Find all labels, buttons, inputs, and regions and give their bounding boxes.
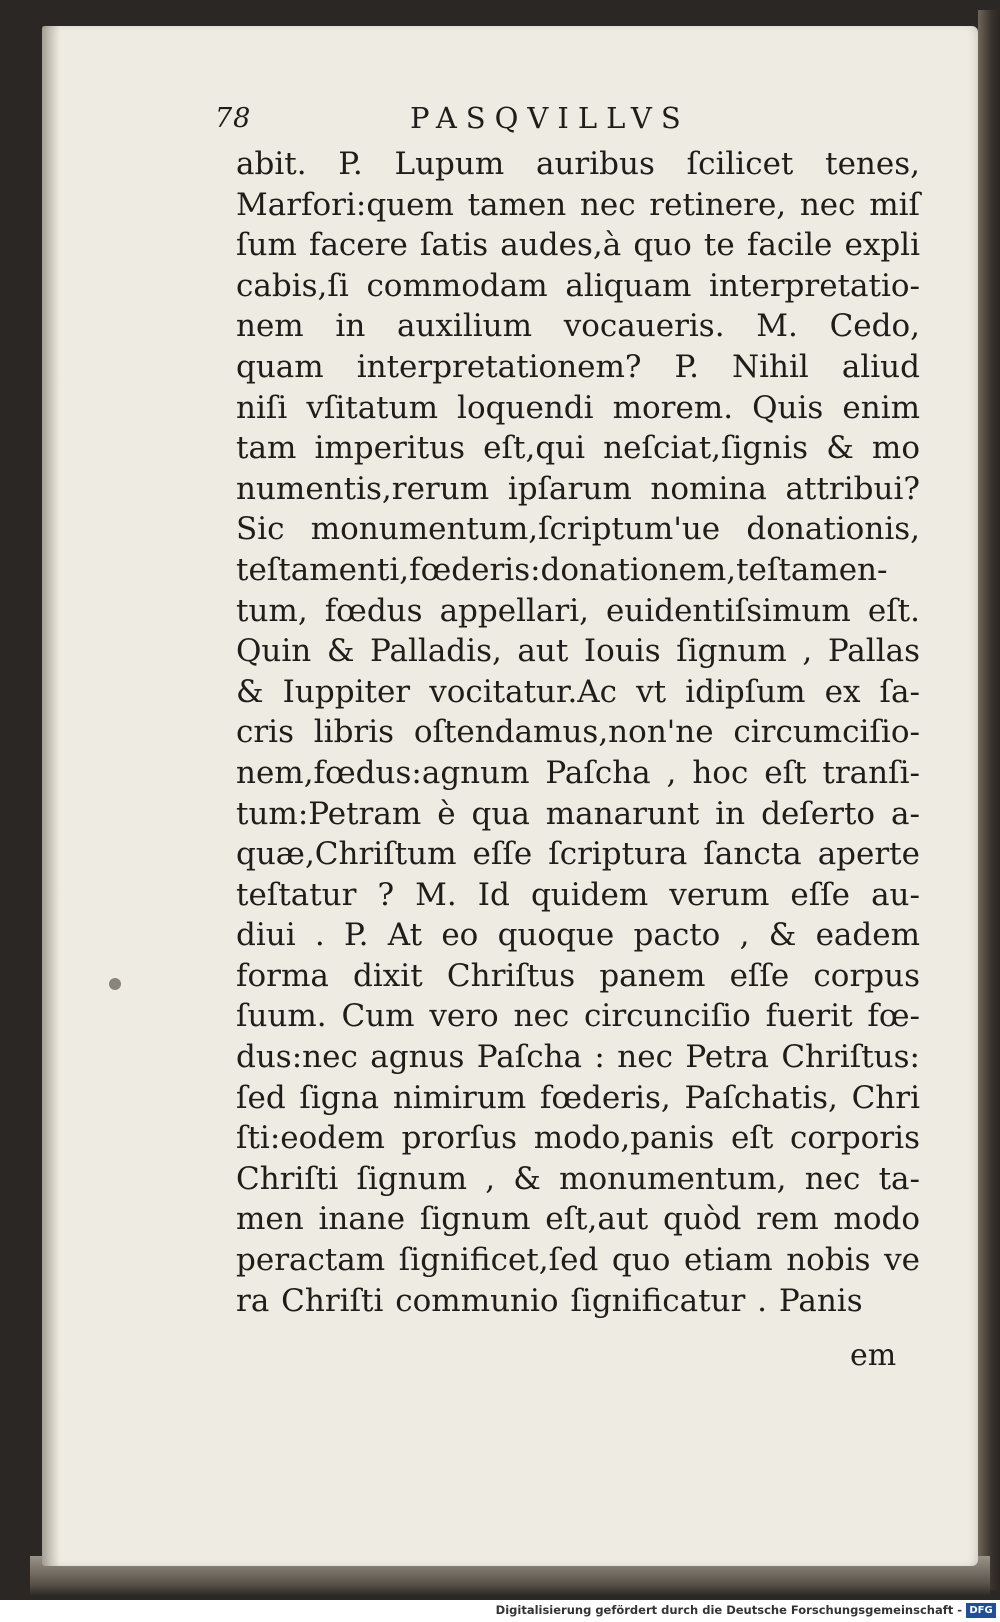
dfg-logo-icon: DFG [966, 1603, 996, 1618]
text-line: teſtamenti,fœderis:donationem,teſtamen- [236, 551, 888, 588]
page-number: 78 [215, 103, 252, 134]
text-line: dus:nec agnus Paſcha : nec Petra Chriſtus: [236, 1039, 920, 1076]
text-line: tam imperitus eſt,qui neſciat,ſignis & mo [236, 430, 920, 467]
text-line: quæ,Chriſtum eſſe ſcriptura ſancta aperte [236, 836, 920, 873]
footer-bar [0, 1600, 1000, 1622]
spine-shadow [42, 26, 60, 1566]
running-title: PASQVILLVS [410, 101, 690, 135]
catchword: em [850, 1338, 897, 1373]
text-line: nem,fœdus:agnum Paſcha , hoc eſt tranſi- [236, 754, 920, 791]
text-line: ra Chriſti communio ſignificatur . Panis [236, 1282, 863, 1319]
body-text [236, 144, 920, 1321]
text-line: Chriſti ſignum , & monumentum, nec ta- [236, 1160, 920, 1197]
running-head [215, 101, 915, 141]
text-line: cabis,ſi commodam aliquam interpretatio- [236, 267, 920, 304]
text-line: tum, fœdus appellari, euidentiſsimum eſt. [236, 592, 920, 629]
text-line: cris libris oſtendamus,non'ne circumciſio- [236, 714, 920, 751]
text-line: nem in auxilium vocaueris. M. Cedo, [236, 308, 920, 345]
text-line: quam interpretationem? P. Nihil aliud [236, 348, 920, 385]
text-line: Quin & Palladis, aut Iouis ſignum , Pallas [236, 633, 920, 670]
text-line: abit. P. Lupum auribus ſcilicet tenes, [236, 146, 920, 182]
text-line: Sic monumentum,ſcriptum'ue donationis, [236, 511, 920, 548]
text-line: & Iuppiter vocitatur.Ac vt idipſum ex ſa- [236, 673, 920, 710]
text-line: numentis,rerum ipſarum nomina attribui? [236, 470, 920, 507]
margin-dot [109, 978, 121, 990]
text-line: niſi vſitatum loquendi morem. Quis enim [236, 389, 920, 426]
text-line: forma dixit Chriſtus panem eſſe corpus [236, 957, 920, 994]
text-line: diui . P. At eo quoque pacto , & eadem [236, 917, 920, 954]
text-line: Marfori:quem tamen nec retinere, nec miſ [236, 186, 920, 223]
text-line: ſti:eodem prorſus modo,panis eſt corporis [236, 1120, 920, 1157]
text-line: tum:Petram è qua manarunt in deſerto a- [236, 795, 920, 832]
book-edge-right [978, 10, 1000, 1590]
funding-credit: Digitalisierung gefördert durch die Deutsche Forschungsgemeinschaft - [495, 1603, 962, 1617]
text-line: ſed ſigna nimirum fœderis, Paſchatis, Chri [236, 1079, 920, 1116]
text-line: men inane ſignum eſt,aut quòd rem modo [236, 1201, 920, 1238]
text-line: teſtatur ? M. Id quidem verum eſſe au- [236, 876, 920, 913]
text-line: ſuum. Cum vero nec circunciſio fuerit fœ- [236, 998, 920, 1035]
text-line: peractam ſignificet,ſed quo etiam nobis ve [236, 1242, 920, 1279]
text-line: ſum facere ſatis audes,à quo te facile expli [236, 227, 920, 264]
